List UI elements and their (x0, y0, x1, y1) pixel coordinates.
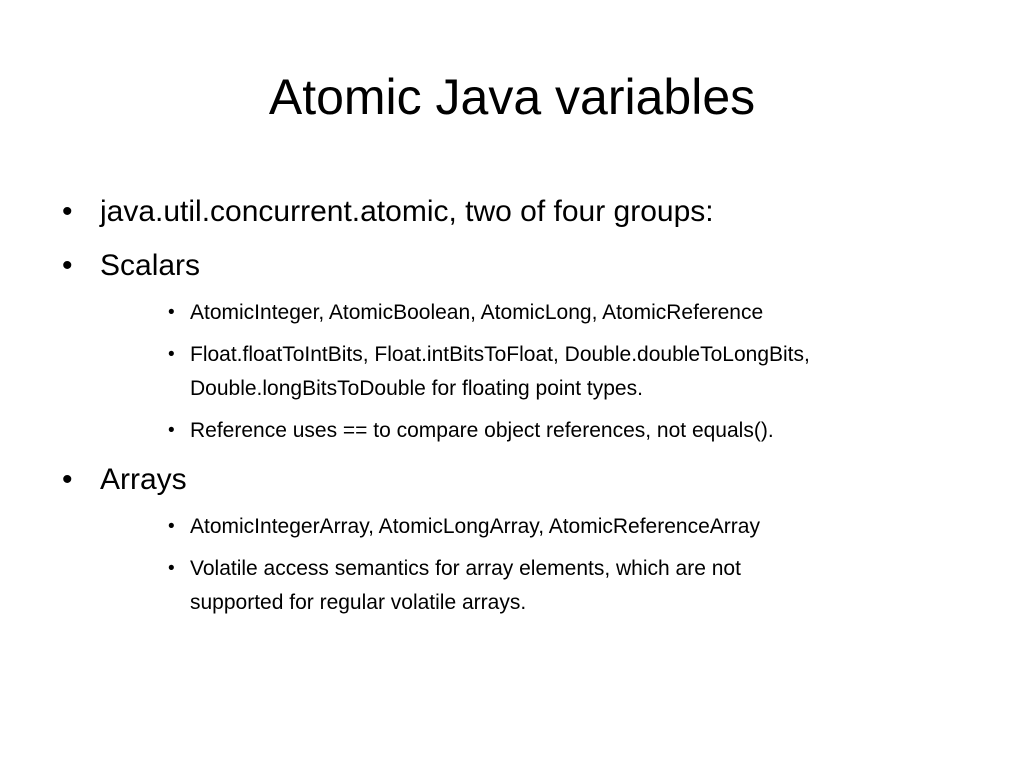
sub-bullet-text-continued: supported for regular volatile arrays. (190, 591, 527, 614)
bullet-dot-icon: • (168, 302, 175, 323)
sub-bullet-text: Volatile access semantics for array elements, which are not (190, 557, 741, 580)
bullet-dot-icon: • (168, 420, 175, 441)
bullet-dot-icon: • (168, 344, 175, 365)
bullet-dot-icon: • (62, 463, 73, 496)
bullet-dot-icon: • (62, 249, 73, 282)
bullet-text: java.util.concurrent.atomic, two of four groups: (100, 195, 714, 228)
sub-bullet-text: Float.floatToIntBits, Float.intBitsToFloat, Double.doubleToLongBits, (190, 343, 810, 366)
slide-title: Atomic Java variables (268, 69, 756, 125)
bullet-text: Arrays (100, 463, 187, 496)
bullet-text: Scalars (100, 249, 201, 282)
bullet-dot-icon: • (168, 558, 175, 579)
sub-bullet-text: Reference uses == to compare object references, not equals(). (190, 419, 774, 442)
bullet-dot-icon: • (62, 195, 73, 228)
sub-bullet-text-continued: Double.longBitsToDouble for floating point types. (190, 377, 643, 400)
sub-bullet-text: AtomicIntegerArray, AtomicLongArray, AtomicReferenceArray (190, 515, 760, 538)
sub-bullet-text: AtomicInteger, AtomicBoolean, AtomicLong, AtomicReference (190, 301, 764, 324)
bullet-dot-icon: • (168, 516, 175, 537)
